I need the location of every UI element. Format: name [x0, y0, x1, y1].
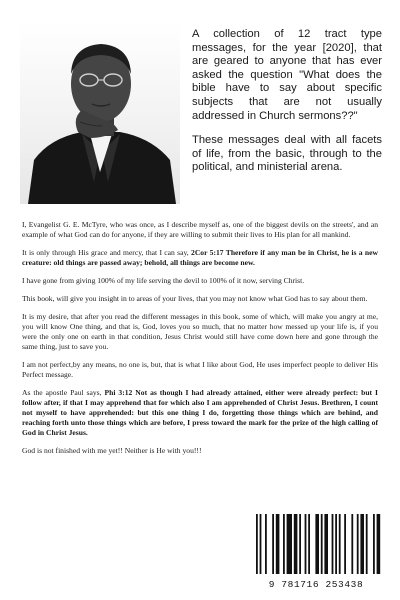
back-cover-blurb: [192, 28, 382, 186]
back-cover-body: [22, 220, 378, 464]
scripture-quote: Phi 3:12 Not as though I had already attained, either were already perfect: but I follow after, if that I may apprehend that for which also I am apprehended of Christ Jesus. Brethren, I count not myself to have apprehended: but this one thing I do, forgetting those things which are behind, and reaching forth unto those things which are before, I press toward the mark for the prize of the high calling of God in Christ Jesus.: [22, 388, 378, 437]
body-paragraph: I am not perfect,by any means, no one is, but, that is what I like about God, He uses imperfect people to deliver His Perfect message.: [22, 360, 378, 379]
body-paragraph: I, Evangelist G. E. McTyre, who was once, as I describe myself as, one of the biggest devils on the streets', and an example of what God can do for anyone, if they are willing to submit their lives to His plan for all mankind.: [22, 220, 378, 239]
blurb-paragraph: A collection of 12 tract type messages, for the year [2020], that are geared to anyone that has ever asked the question "What does the bible have to say about specific subjects that are not usually addressed in Church sermons??": [192, 28, 382, 122]
author-photo: [20, 22, 180, 204]
barcode-bars: [250, 512, 382, 578]
blurb-paragraph: These messages deal with all facets of life, from the basic, through to the political, and ministerial arena.: [192, 134, 382, 174]
body-paragraph: [22, 248, 378, 268]
isbn-barcode: [250, 512, 382, 592]
body-paragraph: [22, 388, 378, 438]
body-text-span: It is only through His grace and mercy, that I can say,: [22, 248, 192, 257]
body-paragraph: I have gone from giving 100% of my life serving the devil to 100% of it now, serving Christ.: [22, 276, 305, 285]
isbn-number: 9 781716 253438: [268, 579, 364, 590]
author-portrait-image: [20, 22, 180, 204]
body-paragraph: It is my desire, that after you read the different messages in this book, some of which, will make you angry at me, you will know One thing, and that is, God, loves you so much, that no matter how messed up your life is, if you were the only one on earth in that condition, Jesus Christ would still have come down here and gone through the same thing, just to save you.: [22, 312, 378, 351]
body-paragraph: This book, will give you insight in to areas of your lives, that you may not know what God has to say about them.: [22, 294, 368, 303]
scripture-quote: 2Cor 5:17 Therefore if any man be in Christ, he is a new creature: old things are passed away; behold, all things are become new.: [22, 248, 378, 267]
body-paragraph: God is not finished with me yet!! Neither is He with you!!!: [22, 446, 202, 455]
body-text-span: As the apostle Paul says,: [22, 388, 105, 397]
